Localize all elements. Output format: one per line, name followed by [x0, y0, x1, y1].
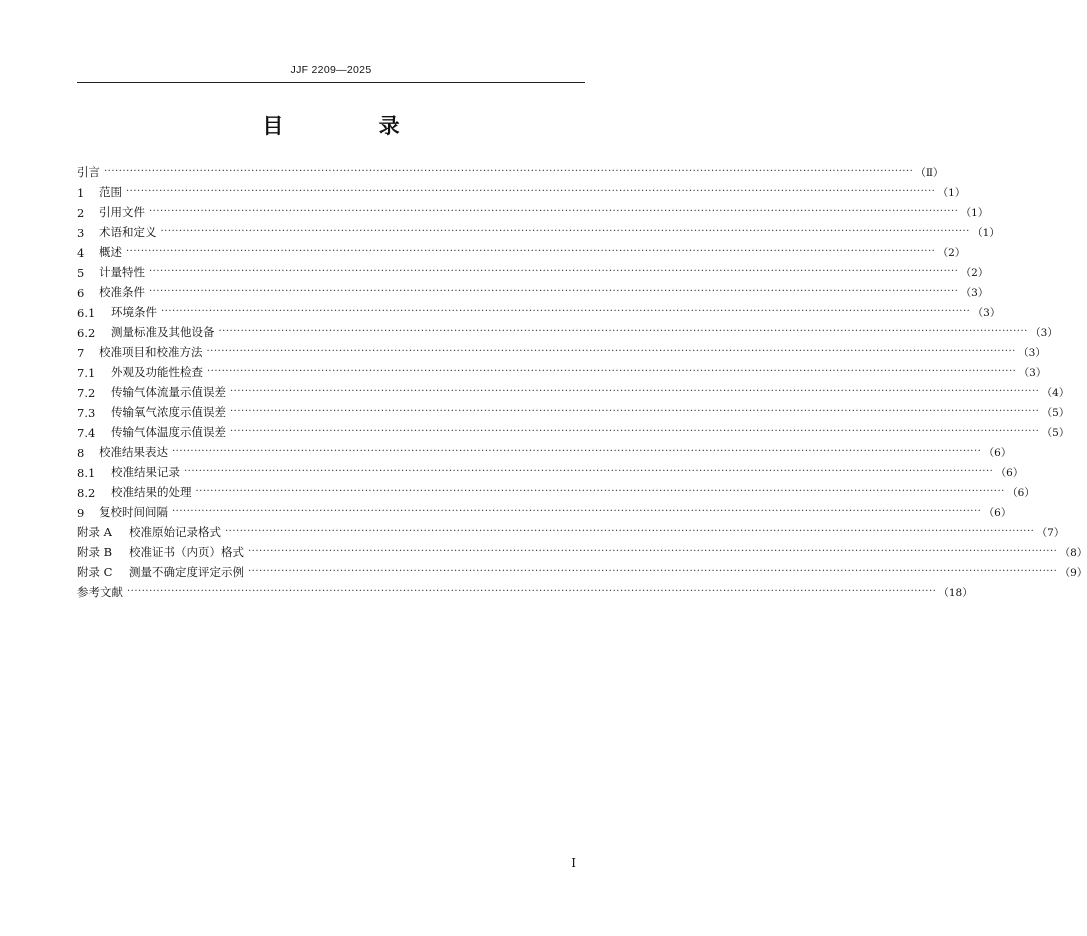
- toc-dot-leader: ····························································································································································································································: [207, 366, 1017, 377]
- toc-dot-leader: ····························································································································································································································: [161, 306, 971, 317]
- toc-entry-label: 环境条件: [111, 305, 157, 319]
- toc-entry-number: 8.1: [77, 466, 96, 480]
- toc-entry-page: （7）: [1036, 527, 1065, 539]
- toc-entry[interactable]: [77, 340, 1046, 360]
- toc-entry-label: 术语和定义: [99, 225, 157, 239]
- toc-entry-label: 传输氧气浓度示值误差: [111, 405, 226, 419]
- toc-entry-number: 6: [77, 286, 85, 300]
- toc-entry-number: 8: [77, 446, 85, 460]
- toc-entry[interactable]: [77, 280, 989, 300]
- toc-entry-label: 测量标准及其他设备: [111, 325, 215, 339]
- toc-dot-leader: ····························································································································································································································: [126, 186, 936, 197]
- toc-entry-label: 外观及功能性检查: [111, 365, 203, 379]
- toc-entry-label: 参考文献: [77, 585, 123, 599]
- page-number: I: [571, 856, 576, 870]
- toc-entry-label: 传输气体流量示值误差: [111, 385, 226, 399]
- toc-entry-page: （3）: [972, 307, 1001, 319]
- toc-entry[interactable]: [77, 480, 1035, 500]
- toc-dot-leader: ····························································································································································································································: [248, 546, 1058, 557]
- toc-dot-leader: ····························································································································································································································: [184, 466, 994, 477]
- toc-entry-label: 校准项目和校准方法: [99, 345, 203, 359]
- toc-entry-page: （1）: [960, 207, 989, 219]
- toc-entry[interactable]: [77, 320, 1058, 340]
- toc-entry[interactable]: [77, 360, 1047, 380]
- toc-entry-label: 范围: [99, 185, 122, 199]
- toc-entry[interactable]: [77, 560, 1087, 580]
- toc-entry[interactable]: [77, 160, 944, 180]
- toc-entry-page: （6）: [1007, 487, 1035, 499]
- toc-entry[interactable]: [77, 260, 989, 280]
- toc-entry-label: 校准条件: [99, 285, 145, 299]
- toc-entry[interactable]: [77, 400, 1070, 420]
- toc-entry[interactable]: [77, 180, 966, 200]
- toc-entry[interactable]: [77, 220, 1000, 240]
- toc-entry-page: （4）: [1041, 387, 1070, 399]
- toc-entry-label: 引用文件: [99, 205, 145, 219]
- toc-entry-page: （5）: [1041, 427, 1070, 439]
- toc-entry-page: （18）: [938, 587, 973, 599]
- toc-entry-number: 8.2: [77, 486, 96, 500]
- toc-entry[interactable]: [77, 420, 1070, 440]
- toc-entry-number: 6.2: [77, 326, 96, 340]
- toc-entry-page: （3）: [1030, 327, 1058, 339]
- toc-entry-page: （6）: [983, 447, 1012, 459]
- toc-entry[interactable]: [77, 300, 1001, 320]
- toc-entry-number: 附录 C: [77, 565, 113, 579]
- toc-entry-page: （1）: [972, 227, 1000, 239]
- toc-entry-label: 引言: [77, 165, 100, 179]
- toc-entry-number: 7.1: [77, 366, 96, 380]
- toc-entry[interactable]: [77, 540, 1087, 560]
- toc-entry-page: （2）: [960, 267, 989, 279]
- toc-entry-page: （6）: [995, 467, 1024, 479]
- toc-entry-page: （3）: [1018, 347, 1046, 359]
- toc-entry-number: 9: [77, 506, 85, 520]
- toc-entry-number: 4: [77, 246, 85, 260]
- toc-entry-number: 2: [77, 206, 85, 220]
- toc-entry-number: 附录 A: [77, 525, 112, 539]
- table-of-contents: [77, 160, 1087, 600]
- toc-dot-leader: ····························································································································································································································: [149, 266, 959, 277]
- toc-entry[interactable]: [77, 520, 1065, 540]
- toc-dot-leader: ····························································································································································································································: [149, 286, 959, 297]
- toc-entry-number: 7.2: [77, 386, 96, 400]
- toc-entry-label: 校准结果记录: [111, 465, 180, 479]
- toc-dot-leader: ····························································································································································································································: [230, 386, 1040, 397]
- toc-entry-number: 附录 B: [77, 545, 113, 559]
- toc-entry-label: 传输气体温度示值误差: [111, 425, 226, 439]
- toc-dot-leader: ····························································································································································································································: [172, 506, 982, 517]
- toc-dot-leader: ····························································································································································································································: [230, 426, 1040, 437]
- toc-dot-leader: ····························································································································································································································: [127, 586, 937, 597]
- toc-entry-label: 校准结果的处理: [111, 485, 192, 499]
- toc-dot-leader: ····························································································································································································································: [195, 486, 1005, 497]
- toc-entry-number: 5: [77, 266, 85, 280]
- toc-entry-page: （Ⅱ）: [915, 167, 944, 179]
- toc-entry-number: 1: [77, 186, 85, 200]
- toc-entry-number: 3: [77, 226, 85, 240]
- toc-entry-label: 概述: [99, 245, 122, 259]
- toc-entry-label: 测量不确定度评定示例: [129, 565, 244, 579]
- document-code-header: JJF 2209—2025: [290, 64, 372, 76]
- toc-entry-label: 复校时间间隔: [99, 505, 168, 519]
- toc-dot-leader: ····························································································································································································································: [248, 566, 1058, 577]
- toc-entry-label: 计量特性: [99, 265, 145, 279]
- toc-dot-leader: ····························································································································································································································: [149, 206, 959, 217]
- toc-entry-page: （6）: [983, 507, 1012, 519]
- toc-dot-leader: ····························································································································································································································: [206, 346, 1016, 357]
- toc-entry-label: 校准原始记录格式: [129, 525, 221, 539]
- toc-entry[interactable]: [77, 500, 1012, 520]
- toc-entry-page: （8）: [1059, 547, 1087, 559]
- toc-entry-number: 6.1: [77, 306, 96, 320]
- toc-dot-leader: ····························································································································································································································: [225, 526, 1035, 537]
- toc-entry-page: （9）: [1059, 567, 1087, 579]
- toc-entry[interactable]: [77, 580, 973, 600]
- toc-entry-number: 7.3: [77, 406, 96, 420]
- toc-dot-leader: ····························································································································································································································: [230, 406, 1040, 417]
- toc-entry[interactable]: [77, 200, 989, 220]
- toc-entry[interactable]: [77, 380, 1070, 400]
- toc-entry-page: （2）: [937, 247, 966, 259]
- toc-entry-page: （3）: [960, 287, 989, 299]
- toc-dot-leader: ····························································································································································································································: [172, 446, 982, 457]
- toc-entry-page: （3）: [1018, 367, 1047, 379]
- toc-dot-leader: ····························································································································································································································: [126, 246, 936, 257]
- page-title: 目 录: [262, 113, 444, 138]
- toc-dot-leader: ····························································································································································································································: [160, 226, 970, 237]
- toc-dot-leader: ····························································································································································································································: [104, 166, 914, 177]
- header-divider: [77, 82, 585, 83]
- toc-entry-label: 校准证书（内页）格式: [129, 545, 244, 559]
- toc-entry-number: 7: [77, 346, 85, 360]
- toc-entry[interactable]: [77, 460, 1024, 480]
- toc-entry-number: 7.4: [77, 426, 96, 440]
- toc-entry[interactable]: [77, 240, 966, 260]
- toc-entry-page: （5）: [1041, 407, 1070, 419]
- toc-entry[interactable]: [77, 440, 1012, 460]
- toc-entry-label: 校准结果表达: [99, 445, 168, 459]
- toc-entry-page: （1）: [937, 187, 966, 199]
- toc-dot-leader: ····························································································································································································································: [218, 326, 1028, 337]
